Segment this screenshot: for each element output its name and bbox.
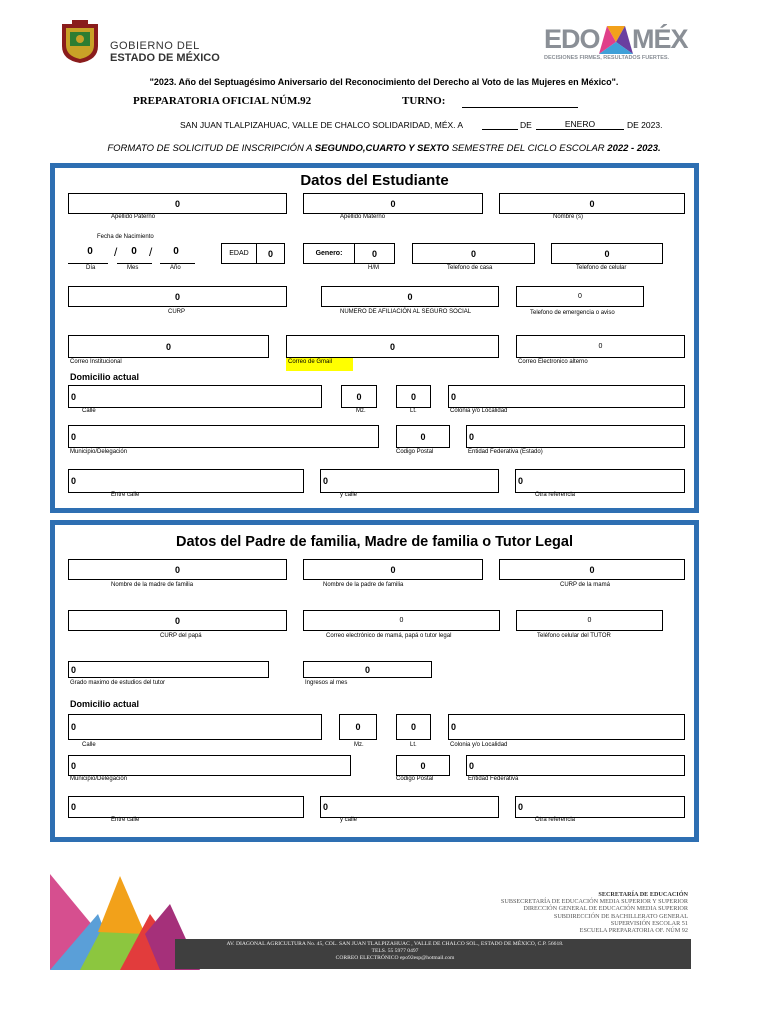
- tel-casa-label: Telefono de casa: [447, 265, 493, 271]
- gov-line1: GOBIERNO DEL: [110, 40, 200, 52]
- curp-mama-label: CURP de la mamá: [560, 582, 610, 588]
- parent-lt-label: Lt.: [410, 742, 417, 748]
- parent-title: Datos del Padre de familia, Madre de familia o Tutor Legal: [176, 534, 573, 550]
- anio-field[interactable]: 0: [173, 246, 179, 257]
- brand-m-icon: [599, 26, 633, 54]
- mes-label: Mes: [127, 265, 139, 271]
- entre-calle-label: Entre calle: [111, 492, 140, 498]
- parent-otra-referencia-field[interactable]: 0: [515, 796, 685, 818]
- ingresos-field[interactable]: 0: [303, 661, 432, 678]
- apellido-paterno-label: Apellido Paterno: [111, 214, 156, 220]
- format-cycle: 2022 - 2023.: [607, 143, 661, 154]
- tel-emergencia-field[interactable]: 0: [516, 286, 644, 307]
- apellido-paterno-field[interactable]: 0: [68, 193, 287, 214]
- date-underline-mes: [117, 263, 152, 264]
- mes-field[interactable]: 0: [131, 246, 137, 257]
- anio-label: Año: [170, 265, 181, 271]
- cp-label: Codigo Postal: [396, 449, 434, 455]
- edomex-logo: [544, 24, 694, 66]
- place-line: SAN JUAN TLALPIZAHUAC, VALLE DE CHALCO SOLIDARIDAD, MÉX. A: [180, 120, 464, 130]
- student-domicilio-heading: Domicilio actual: [70, 372, 140, 382]
- parent-lt-field[interactable]: 0: [396, 714, 431, 740]
- correo-alt-field[interactable]: 0: [516, 335, 685, 358]
- apellido-materno-field[interactable]: 0: [303, 193, 483, 214]
- footer-line-1: SECRETARÍA DE EDUCACIÓN: [598, 891, 688, 898]
- tel-tutor-label: Teléfono celular del TUTOR: [537, 633, 611, 639]
- correo-tutor-label: Correo electrónico de mamá, papá o tutor legal: [326, 633, 452, 639]
- colonia-field[interactable]: 0: [448, 385, 685, 408]
- edad-label: EDAD: [221, 243, 257, 264]
- curp-papa-field[interactable]: 0: [68, 610, 287, 631]
- parent-municipio-label: Municipio/Delegación: [70, 776, 128, 782]
- motto: "2023. Año del Septuagésimo Aniversario del Reconocimiento del Derecho al Voto de las Mujeres en México".: [149, 77, 619, 87]
- footer-email: CORREO ELECTRÓNICO epo92esp@hotmail.com: [335, 955, 455, 961]
- nombre-madre-label: Nombre de la madre de familia: [111, 582, 194, 588]
- parent-mz-field[interactable]: 0: [339, 714, 377, 740]
- genero-label: Genero:: [303, 243, 355, 264]
- parent-y-calle-label: y calle: [340, 817, 358, 823]
- parent-domicilio-heading: Domicilio actual: [70, 699, 140, 709]
- footer-tels: TELS. 55 5977 0497: [371, 948, 419, 954]
- municipio-field[interactable]: 0: [68, 425, 379, 448]
- tel-tutor-field[interactable]: 0: [516, 610, 663, 631]
- lt-field[interactable]: 0: [396, 385, 431, 408]
- colonia-label: Colonia y/o Localidad: [450, 408, 508, 414]
- entidad-field[interactable]: 0: [466, 425, 685, 448]
- nombre-padre-label: Nombre de la padre de familia: [323, 582, 404, 588]
- footer-institution-lines: [501, 891, 688, 934]
- nombre-label: Nombre (s): [553, 214, 584, 220]
- calle-label: Calle: [82, 408, 96, 414]
- parent-cp-field[interactable]: 0: [396, 755, 450, 776]
- nss-label: NUMERO DE AFILIACIÓN AL SEGURO SOCIAL: [340, 309, 472, 315]
- parent-entre-calle-label: Entre calle: [111, 817, 140, 823]
- format-semesters: SEGUNDO,CUARTO Y SEXTO: [314, 143, 450, 154]
- genero-field[interactable]: 0: [354, 243, 395, 264]
- parent-mz-label: Mz.: [354, 742, 364, 748]
- format-mid: SEMESTRE DEL CICLO ESCOLAR: [449, 143, 608, 154]
- nombre-madre-field[interactable]: 0: [68, 559, 287, 580]
- correo-gmail-field[interactable]: 0: [286, 335, 499, 358]
- mz-field[interactable]: 0: [341, 385, 377, 408]
- y-calle-label: y calle: [340, 492, 358, 498]
- curp-papa-label: CURP del papá: [160, 633, 202, 639]
- footer-line-5: SUPERVISIÓN ESCOLAR 51: [610, 919, 688, 927]
- correo-inst-field[interactable]: 0: [68, 335, 269, 358]
- brand-mex: MÉX: [632, 24, 688, 54]
- correo-tutor-field[interactable]: 0: [303, 610, 500, 631]
- gov-logo: [58, 18, 228, 66]
- tel-emergencia-label: Telefono de emergencia o aviso: [530, 310, 615, 316]
- entidad-label: Entidad Federativa (Estado): [468, 449, 543, 455]
- ingresos-label: Ingresos al mes: [305, 680, 348, 686]
- municipio-label: Municipio/Delegación: [70, 449, 128, 455]
- parent-calle-field[interactable]: 0: [68, 714, 322, 740]
- parent-entidad-field[interactable]: 0: [466, 755, 685, 776]
- footer-line-6: ESCUELA PREPARATORIA OF. NÚM 92: [579, 927, 688, 935]
- date-slash-2: /: [149, 245, 153, 259]
- parent-cp-label: Codigo Postal: [396, 776, 434, 782]
- gov-line2: ESTADO DE MÉXICO: [110, 52, 220, 64]
- curp-field[interactable]: 0: [68, 286, 287, 307]
- month-field[interactable]: ENERO: [536, 119, 624, 130]
- curp-label: CURP: [168, 309, 186, 315]
- calle-field[interactable]: 0: [68, 385, 322, 408]
- apellido-materno-label: Apellido Materno: [340, 214, 386, 220]
- parent-entidad-label: Entidad Federativa: [468, 776, 519, 782]
- y-calle-field[interactable]: 0: [320, 469, 499, 493]
- parent-colonia-label: Colonia y/o Localidad: [450, 742, 508, 748]
- de-label-2: DE 2023.: [627, 120, 663, 130]
- footer-line-2: SUBSECRETARÍA DE EDUCACIÓN MEDIA SUPERIOR Y SUPERIOR: [500, 898, 688, 906]
- turno-label: TURNO:: [402, 95, 446, 107]
- format-title: [0, 143, 768, 154]
- parent-colonia-field[interactable]: 0: [448, 714, 685, 740]
- correo-inst-label: Correo Institucional: [70, 359, 122, 365]
- curp-mama-field[interactable]: 0: [499, 559, 685, 580]
- genero-sub-label: H/M: [368, 265, 379, 271]
- student-title: Datos del Estudiante: [300, 172, 449, 189]
- mz-label: Mz.: [356, 408, 366, 414]
- state-seal-icon: [58, 18, 102, 64]
- footer-line-3: DIRECCIÓN GENERAL DE EDUCACIÓN MEDIA SUPERIOR: [523, 905, 688, 913]
- parent-y-calle-field[interactable]: 0: [320, 796, 499, 818]
- footer-contact: [175, 941, 615, 962]
- estudios-field[interactable]: 0: [68, 661, 269, 678]
- entre-calle-field[interactable]: 0: [68, 469, 304, 493]
- brand-edo: EDO: [544, 24, 600, 54]
- nombre-field[interactable]: 0: [499, 193, 685, 214]
- estudios-label: Grado maximo de estudios del tutor: [70, 680, 166, 686]
- correo-gmail-label: Correo de Gmail: [288, 359, 333, 365]
- birth-label: Fecha de Nacimiento: [97, 234, 154, 240]
- turno-field[interactable]: [462, 96, 578, 108]
- date-slash-1: /: [114, 245, 118, 259]
- edad-field[interactable]: 0: [256, 243, 285, 264]
- parent-otra-referencia-label: Otra referencia: [535, 817, 576, 823]
- place-day[interactable]: [482, 119, 518, 130]
- otra-referencia-label: Otra referencia: [535, 492, 576, 498]
- cp-field[interactable]: 0: [396, 425, 450, 448]
- otra-referencia-field[interactable]: 0: [515, 469, 685, 493]
- date-underline-dia: [68, 263, 108, 264]
- footer-address: AV. DIAGONAL AGRICULTURA No. 45, COL. SAN JUAN TLALPIZAHUAC , VALLE DE CHALCO SOL., ESTADO DE MÉXICO, C.P. 56618.: [226, 941, 564, 947]
- footer-line-4: SUBDIRECCIÓN DE BACHILLERATO GENERAL: [553, 912, 688, 920]
- school-name: PREPARATORIA OFICIAL NÚM.92: [133, 95, 312, 107]
- nss-field[interactable]: 0: [321, 286, 499, 307]
- tel-celular-field[interactable]: 0: [551, 243, 663, 264]
- format-pre: FORMATO DE SOLICITUD DE INSCRIPCIÓN A: [107, 143, 315, 154]
- parent-calle-label: Calle: [82, 742, 96, 748]
- nombre-padre-field[interactable]: 0: [303, 559, 483, 580]
- parent-municipio-field[interactable]: 0: [68, 755, 351, 776]
- de-label-1: DE: [520, 120, 532, 130]
- parent-entre-calle-field[interactable]: 0: [68, 796, 304, 818]
- brand-tagline: DECISIONES FIRMES, RESULTADOS FUERTES.: [544, 55, 670, 61]
- date-underline-anio: [160, 263, 195, 264]
- tel-casa-field[interactable]: 0: [412, 243, 535, 264]
- correo-alt-label: Correo Electronico alterno: [518, 359, 588, 365]
- dia-field[interactable]: 0: [87, 246, 93, 257]
- dia-label: Día: [86, 265, 96, 271]
- lt-label: Lt.: [410, 408, 417, 414]
- tel-celular-label: Telefono de celular: [576, 265, 627, 271]
